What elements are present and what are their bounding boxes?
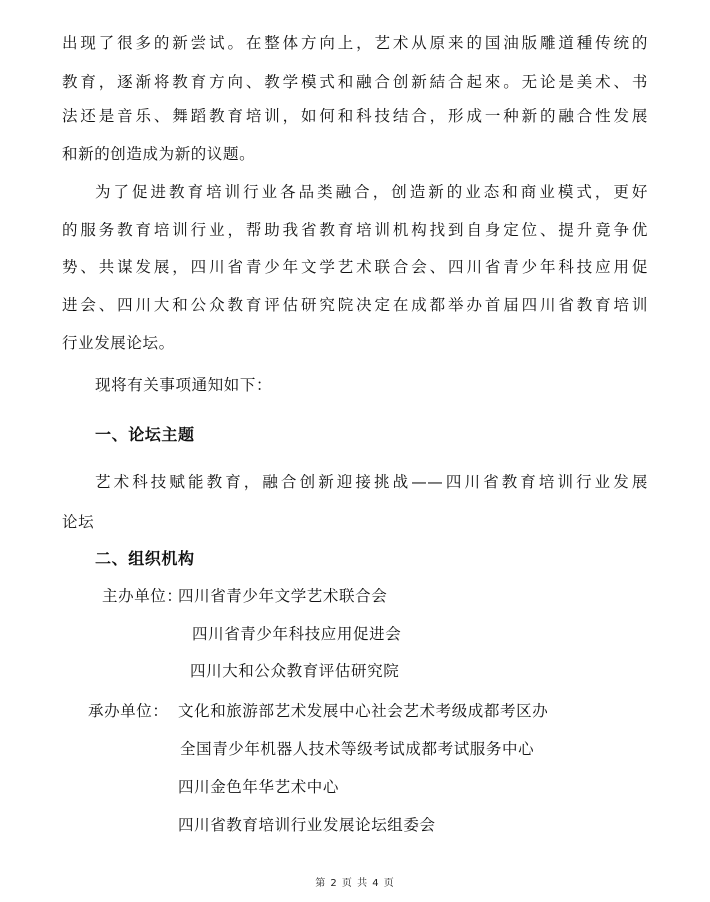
host-label: 主办单位：: [102, 587, 183, 605]
paragraph-2-line-1: 为了促进教育培训行业各品类融合，创造新的业态和商业模式，更好: [95, 183, 648, 201]
section-1-line-1: 艺术科技赋能教育，融合创新迎接挑战——四川省教育培训行业发展: [95, 473, 648, 491]
host-item-1: 四川省青少年文学艺术联合会: [178, 587, 388, 605]
organizer-item-2: 全国青少年机器人技术等级考试成都考试服务中心: [180, 740, 535, 758]
page-number-footer: 第 2 页 共 4 页: [315, 878, 395, 889]
section-1-heading: 一、论坛主题: [95, 425, 195, 444]
section-1-line-2: 论坛: [62, 513, 95, 531]
paragraph-2-line-3: 势、共谋发展，四川省青少年文学艺术联合会、四川省青少年科技应用促: [62, 258, 648, 276]
paragraph-1-line-2: 教育，逐渐将教育方向、教学模式和融合创新結合起來。无论是美术、书: [62, 73, 648, 91]
paragraph-1-line-1: 出现了很多的新尝试。在整体方向上，艺术从原来的国油版雕道種传统的: [62, 34, 648, 52]
host-item-2: 四川省青少年科技应用促进会: [192, 625, 402, 643]
paragraph-2-line-4: 进会、四川大和公众教育评估研究院决定在成都举办首届四川省教育培训: [62, 296, 648, 314]
organizer-label: 承办单位：: [88, 702, 169, 720]
section-2-heading: 二、组织机构: [95, 549, 195, 568]
organizer-item-1: 文化和旅游部艺术发展中心社会艺术考级成都考区办: [178, 702, 549, 720]
paragraph-2-line-5: 行业发展论坛。: [62, 334, 175, 352]
paragraph-2-line-2: 的服务教育培训行业，帮助我省教育培训机构找到自身定位、提升竟争优: [62, 221, 648, 239]
organizer-item-4: 四川省教育培训行业发展论坛组委会: [178, 816, 436, 834]
organizer-item-3: 四川金色年华艺术中心: [178, 778, 340, 796]
paragraph-1-line-4: 和新的创造成为新的议题。: [62, 145, 256, 163]
notice-text: 现将有关事项通知如下：: [95, 376, 273, 394]
host-item-3: 四川大和公众教育评估研究院: [190, 662, 400, 680]
paragraph-1-line-3: 法还是音乐、舞蹈教育培训，如何和科技结合，形成一种新的融合性发展: [62, 107, 648, 125]
